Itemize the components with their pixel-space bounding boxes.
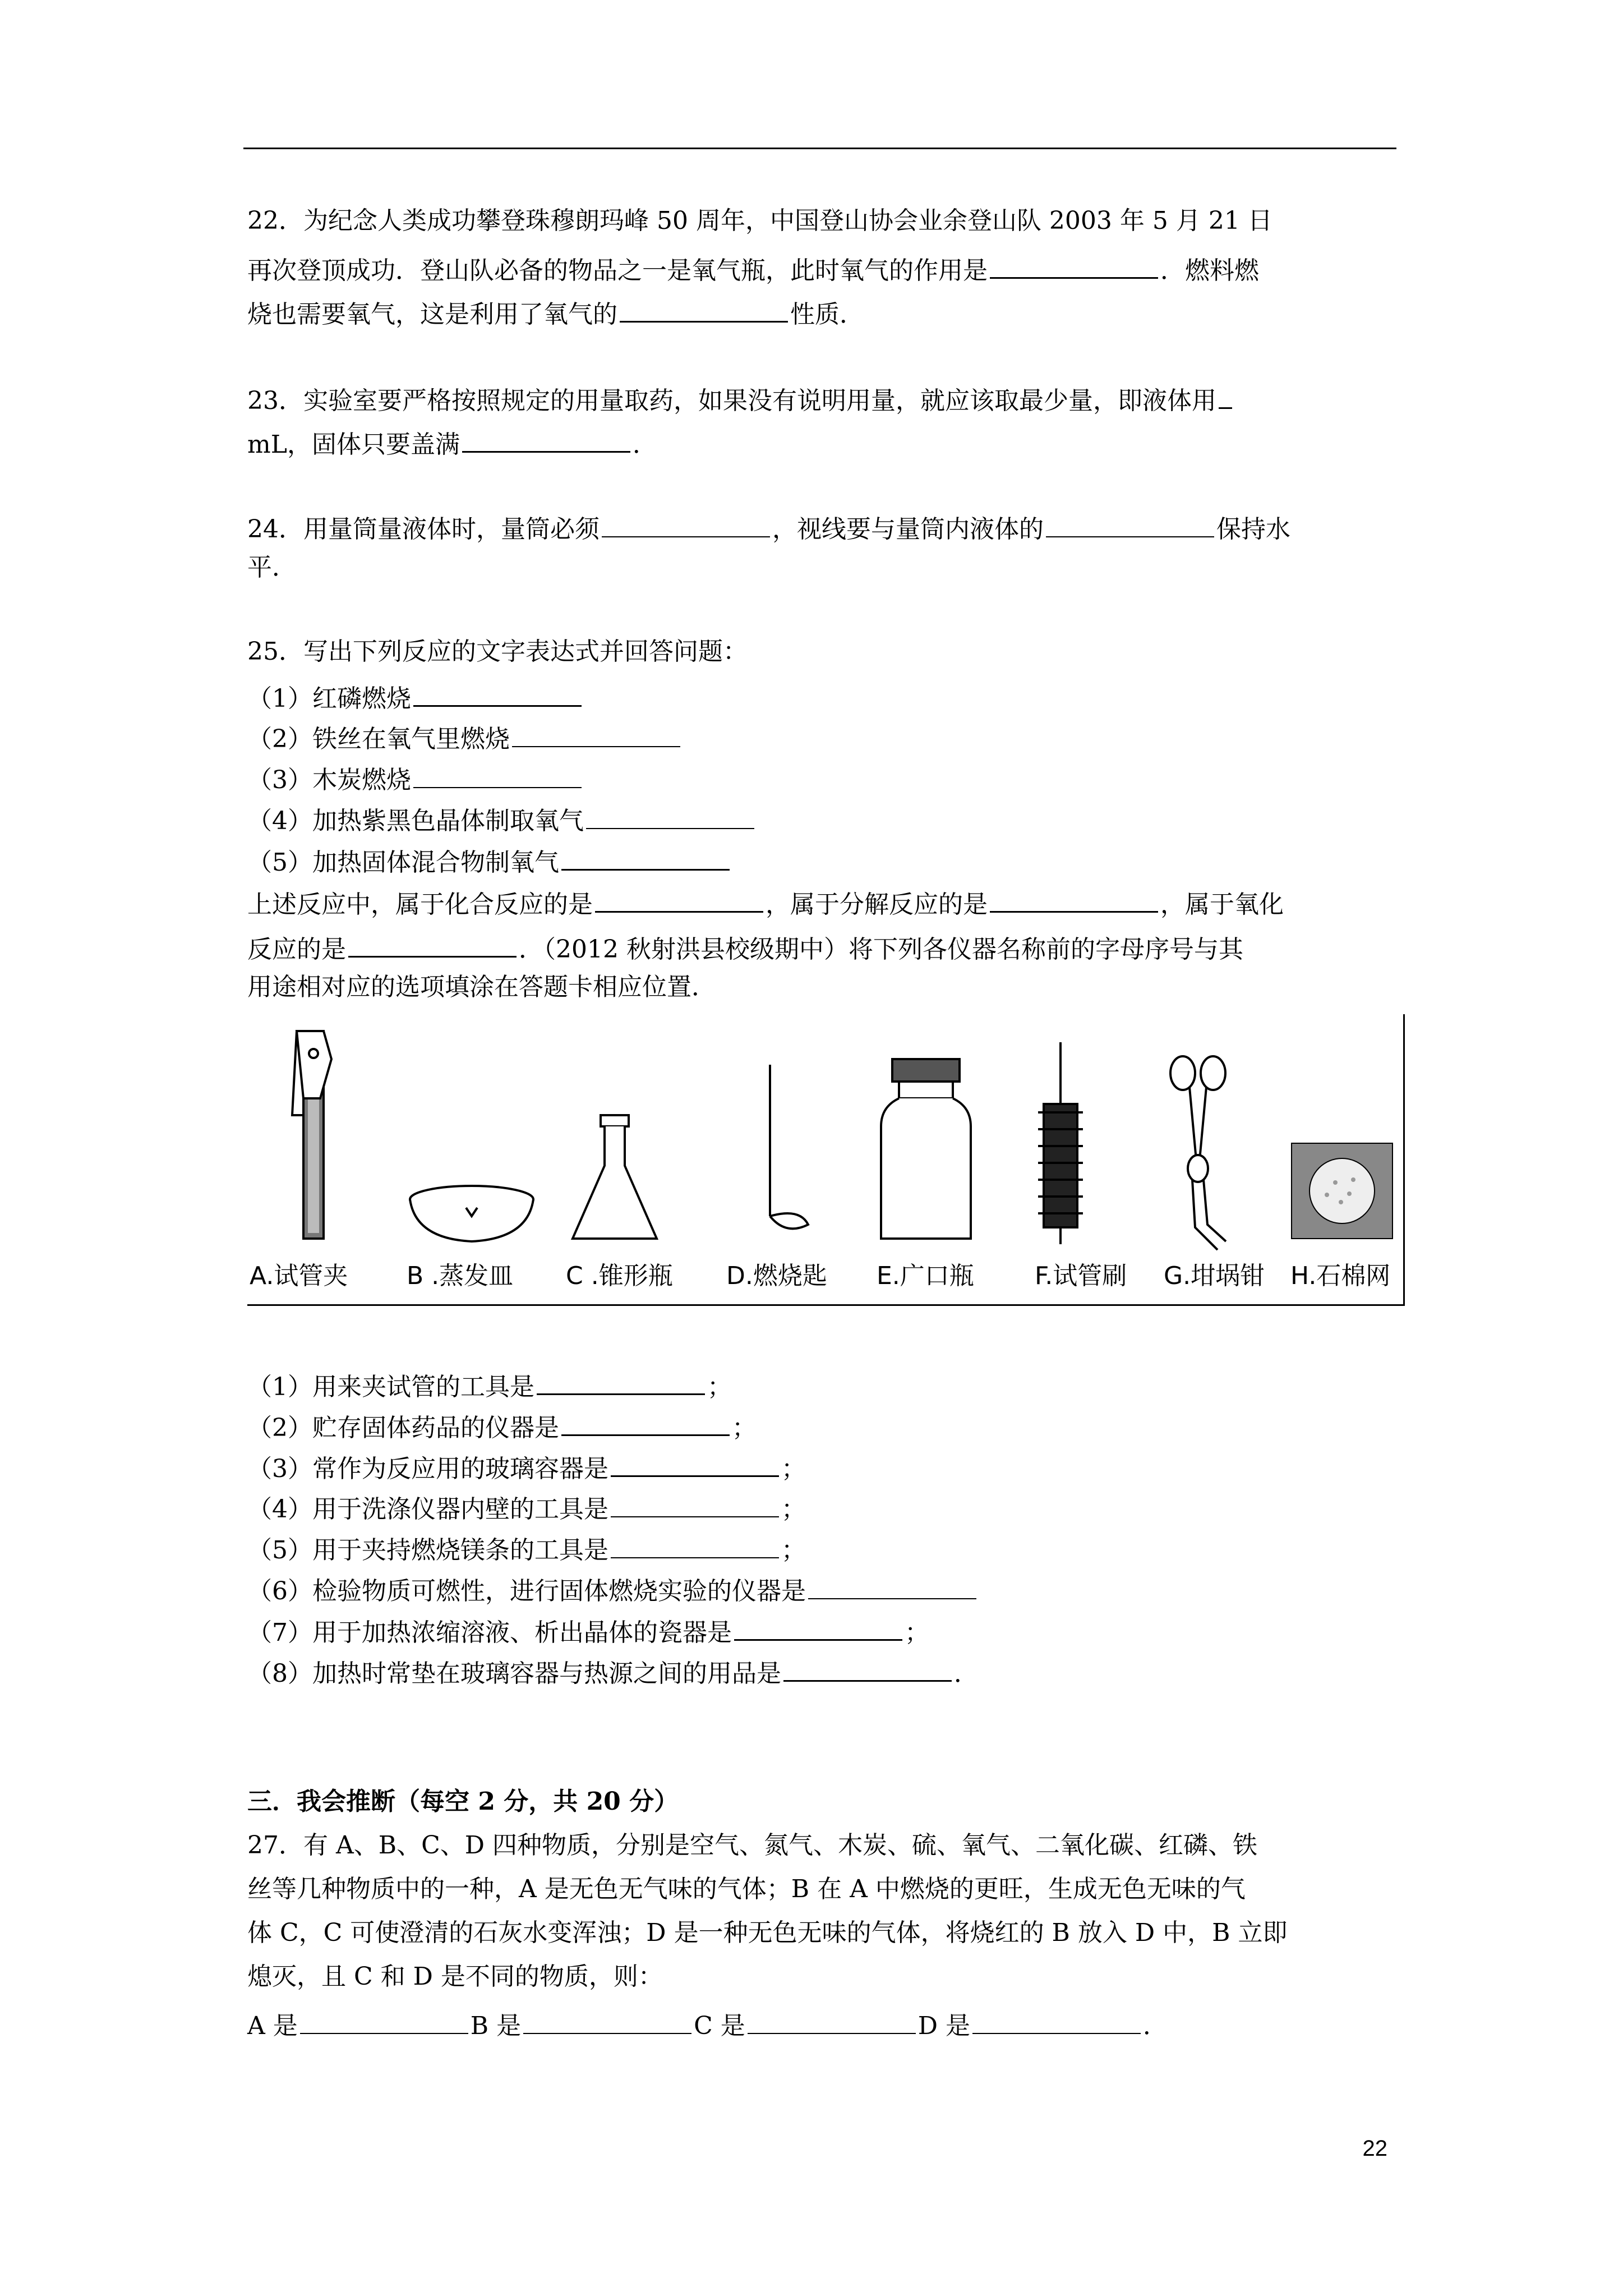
q26-item-text: （1）用来夹试管的工具是 [247,1373,534,1401]
answer-blank[interactable] [611,1451,779,1477]
q26-item [247,1410,757,1441]
q25-item [247,721,683,752]
q27-end: ． [1143,2012,1168,2040]
label-conical-flask: C .锥形瓶 [566,1262,673,1290]
q26-item-text: （5）用于夹持燃烧镁条的工具是 [247,1536,608,1565]
q26-item-end: ； [905,1618,929,1647]
q26-item-text: （4）用于洗涤仪器内壁的工具是 [247,1495,608,1524]
q24-text: ，视线要与量筒内液体的 [772,515,1044,544]
q26-item-text: （2）贮存固体药品的仪器是 [247,1414,559,1442]
q22-text: ．燃料燃 [1160,256,1259,285]
q26-item [247,1451,806,1481]
answer-blank[interactable] [990,252,1158,279]
q27-line-3: 体 C，C 可使澄清的石灰水变浑浊；D 是一种无色无味的气体，将烧红的 B 放入 D 中，B 立即 [247,1918,1288,1947]
q25-text: ．（2012 秋射洪县校级期中）将下列各仪器名称前的字母序号与其 [519,935,1243,964]
q26-item-text: （8）加热时常垫在玻璃容器与热源之间的用品是 [247,1659,781,1688]
header-rule [243,148,1396,149]
q23-line-1 [247,383,1234,413]
q25-item [247,803,757,834]
test-tube-clamp-icon [292,1031,331,1239]
q25-text: 上述反应中，属于化合反应的是 [247,890,593,919]
q25-summary-3: 用途相对应的选项填涂在答题卡相应位置． [247,973,716,1001]
q25-summary-1 [247,886,1284,917]
answer-blank[interactable] [783,1655,952,1682]
q26-item [247,1614,929,1645]
answer-blank-b[interactable] [523,2008,691,2034]
label-test-tube-brush: F.试管刷 [1035,1262,1127,1290]
q22-text: 性质． [790,300,864,329]
answer-blank[interactable] [595,886,763,913]
label-evaporating-dish: B .蒸发皿 [407,1262,514,1290]
q26-item-text: （6）检验物质可燃性，进行固体燃烧实验的仪器是 [247,1577,806,1605]
answer-blank-c[interactable] [748,2008,916,2034]
page-number: 22 [1362,2136,1387,2161]
q25-item [247,844,732,875]
q24-text: 保持水 [1216,515,1290,544]
answer-blank[interactable] [611,1492,779,1517]
q26-item-end: ； [732,1414,757,1442]
q22-line-2 [247,252,1259,283]
answer-blank[interactable] [808,1573,976,1599]
answer-blank-d[interactable] [972,2008,1141,2034]
label-asbestos-gauze: H.石棉网 [1290,1262,1391,1290]
q24-text: 24．用量筒量液体时，量筒必须 [247,515,600,544]
q23-text: mL，固体只要盖满 [247,430,460,459]
q27-label-a: A 是 [247,2012,298,2040]
answer-blank[interactable] [620,296,788,323]
answer-blank[interactable] [602,512,770,537]
answer-blank[interactable] [413,762,582,788]
answer-blank[interactable] [348,931,517,958]
q26-item-text: （7）用于加热浓缩溶液、析出晶体的瓷器是 [247,1618,732,1647]
q26-item-end: ； [781,1455,806,1483]
q25-item-text: （3）木炭燃烧 [247,766,411,794]
answer-blank[interactable] [413,680,582,707]
q25-item-text: （5）加热固体混合物制氧气 [247,848,559,877]
q26-item-end: ； [781,1536,806,1565]
q26-item-end: ． [954,1659,979,1688]
answer-blank-a[interactable] [300,2008,468,2034]
q27-line-4: 熄灭，且 C 和 D 是不同的物质，则： [247,1962,663,1991]
q24-line-1 [247,512,1290,542]
conical-flask-icon [573,1115,657,1239]
answer-blank[interactable] [561,844,730,871]
answer-blank[interactable] [1046,512,1214,537]
answer-blank[interactable] [537,1369,705,1395]
combustion-spoon-icon [770,1065,808,1228]
q25-item [247,762,584,793]
answer-blank[interactable] [561,1410,730,1436]
q23-text: 23．实验室要严格按照规定的用量取药，如果没有说明用量，就应该取最少量，即液体用 [247,386,1216,415]
answer-blank[interactable] [462,426,630,453]
instruments-figure [247,1014,1405,1306]
q23-text: ． [632,430,657,459]
asbestos-gauze-icon [1292,1143,1393,1239]
q27-line-2: 丝等几种物质中的一种，A 是无色无气味的气体；B 在 A 中燃烧的更旺，生成无色无味的气 [247,1875,1246,1903]
q22-line-1: 22．为纪念人类成功攀登珠穆朗玛峰 50 周年，中国登山协会业余登山队 2003 年 5 月 21 日 [247,206,1272,235]
answer-blank[interactable] [611,1533,779,1558]
q25-item-text: （2）铁丝在氧气里燃烧 [247,725,510,753]
q26-item-end: ； [707,1373,732,1401]
label-wide-mouth-bottle: E.广口瓶 [877,1262,974,1290]
q27-label-b: B 是 [470,2012,522,2040]
section-3-heading: 三．我会推断（每空 2 分，共 20 分） [247,1787,679,1816]
q24-line-2: 平． [247,553,297,582]
q22-text: 再次登顶成功．登山队必备的物品之一是氧气瓶，此时氧气的作用是 [247,256,988,285]
answer-blank[interactable] [990,886,1158,913]
label-test-tube-clamp: A.试管夹 [250,1262,348,1290]
q26-item [247,1533,806,1563]
q25-text: 反应的是 [247,935,346,964]
q25-item-text: （4）加热紫黑色晶体制取氧气 [247,807,584,835]
label-crucible-tongs: G.坩埚钳 [1164,1262,1265,1290]
q25-item-text: （1）红磷燃烧 [247,684,411,713]
crucible-tongs-icon [1170,1056,1226,1250]
wide-mouth-bottle-icon [881,1059,971,1239]
q26-item [247,1369,732,1400]
q26-item-end: ； [781,1495,806,1524]
q25-item [247,680,584,711]
q27-label-c: C 是 [694,2012,745,2040]
q27-label-d: D 是 [917,2012,971,2040]
answer-blank[interactable] [734,1614,902,1641]
q26-item-text: （3）常作为反应用的玻璃容器是 [247,1455,608,1483]
answer-blank[interactable] [512,721,680,747]
test-tube-brush-icon [1038,1042,1083,1244]
q25-text: ，属于氧化 [1160,890,1284,919]
q27-answers [247,2008,1168,2039]
q22-text: 烧也需要氧气，这是利用了氧气的 [247,300,617,329]
answer-blank[interactable] [586,803,754,829]
answer-blank[interactable] [1219,383,1232,409]
label-combustion-spoon: D.燃烧匙 [726,1262,827,1290]
q25-title: 25．写出下列反应的文字表达式并回答问题： [247,637,748,666]
q26-item [247,1492,806,1522]
q26-item [247,1655,979,1686]
q25-text: ，属于分解反应的是 [766,890,988,919]
q23-line-2 [247,426,657,457]
evaporating-dish-icon [410,1186,533,1241]
q27-line-1: 27．有 A、B、C、D 四种物质，分别是空气、氮气、木炭、硫、氧气、二氧化碳、红磷、铁 [247,1831,1258,1860]
q22-line-3 [247,296,864,327]
q25-summary-2 [247,931,1243,962]
q26-item [247,1573,979,1604]
